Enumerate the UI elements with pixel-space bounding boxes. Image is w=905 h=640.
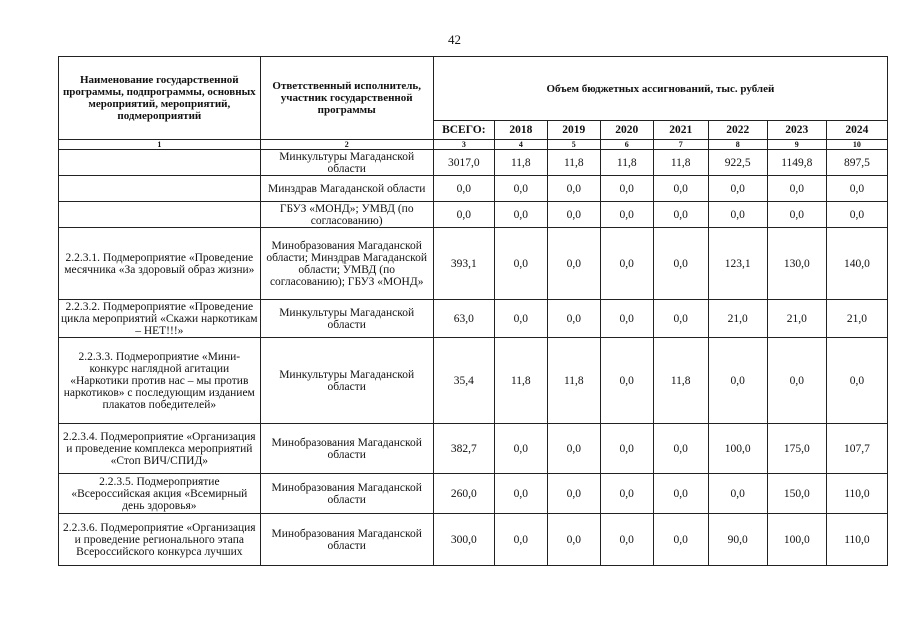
row-executor: Минобразования Магаданской области: [260, 474, 433, 514]
row-executor: Минобразования Магаданской области: [260, 424, 433, 474]
cell-value: 21,0: [708, 300, 767, 338]
header-row-top: [59, 57, 888, 121]
cell-value: 0,0: [600, 202, 653, 228]
cell-value: 100,0: [767, 514, 826, 566]
row-name: [59, 202, 261, 228]
cell-total: 35,4: [433, 338, 494, 424]
cell-total: 260,0: [433, 474, 494, 514]
cell-value: 0,0: [600, 300, 653, 338]
header-year: 2024: [826, 121, 887, 140]
row-executor: Минкультуры Магаданской области: [260, 300, 433, 338]
column-number: 9: [767, 140, 826, 150]
cell-value: 0,0: [600, 514, 653, 566]
column-number: 4: [494, 140, 547, 150]
row-name: [59, 176, 261, 202]
cell-value: 0,0: [547, 474, 600, 514]
table-row: [59, 150, 888, 176]
cell-value: 0,0: [494, 228, 547, 300]
cell-value: 922,5: [708, 150, 767, 176]
cell-value: 123,1: [708, 228, 767, 300]
cell-value: 0,0: [547, 176, 600, 202]
cell-total: 0,0: [433, 176, 494, 202]
header-year: 2023: [767, 121, 826, 140]
cell-value: 100,0: [708, 424, 767, 474]
cell-value: 0,0: [600, 474, 653, 514]
table-row: [59, 202, 888, 228]
cell-value: 0,0: [494, 514, 547, 566]
column-number: 2: [260, 140, 433, 150]
cell-value: 0,0: [600, 176, 653, 202]
cell-value: 107,7: [826, 424, 887, 474]
cell-value: 0,0: [708, 202, 767, 228]
column-number: 8: [708, 140, 767, 150]
cell-value: 0,0: [708, 338, 767, 424]
cell-total: 382,7: [433, 424, 494, 474]
header-year: 2020: [600, 121, 653, 140]
cell-value: 11,8: [600, 150, 653, 176]
header-year: 2018: [494, 121, 547, 140]
cell-value: 130,0: [767, 228, 826, 300]
row-name: 2.2.3.6. Подмероприятие «Организация и проведение регионального этапа Всероссийского конкурса лучших: [59, 514, 261, 566]
row-name: 2.2.3.1. Подмероприятие «Проведение месячника «За здоровый образ жизни»: [59, 228, 261, 300]
row-name: 2.2.3.2. Подмероприятие «Проведение цикла мероприятий «Скажи наркотикам – НЕТ!!!»: [59, 300, 261, 338]
cell-value: 0,0: [653, 474, 708, 514]
column-number: 6: [600, 140, 653, 150]
cell-total: 0,0: [433, 202, 494, 228]
row-executor: Минздрав Магаданской области: [260, 176, 433, 202]
cell-value: 0,0: [826, 202, 887, 228]
cell-value: 0,0: [767, 176, 826, 202]
cell-value: 0,0: [547, 424, 600, 474]
cell-value: 150,0: [767, 474, 826, 514]
cell-value: 175,0: [767, 424, 826, 474]
cell-value: 0,0: [708, 176, 767, 202]
cell-value: 11,8: [547, 150, 600, 176]
cell-value: 0,0: [708, 474, 767, 514]
table-row: [59, 338, 888, 424]
row-name: 2.2.3.5. Подмероприятие «Всероссийская акция «Всемирный день здоровья»: [59, 474, 261, 514]
cell-value: 0,0: [600, 338, 653, 424]
row-name: [59, 150, 261, 176]
budget-table: [58, 56, 888, 566]
cell-value: 0,0: [547, 514, 600, 566]
cell-value: 21,0: [826, 300, 887, 338]
cell-value: 21,0: [767, 300, 826, 338]
cell-value: 0,0: [767, 202, 826, 228]
cell-value: 0,0: [826, 176, 887, 202]
cell-total: 393,1: [433, 228, 494, 300]
cell-value: 90,0: [708, 514, 767, 566]
cell-value: 0,0: [767, 338, 826, 424]
cell-value: 11,8: [653, 150, 708, 176]
table-row: [59, 474, 888, 514]
cell-value: 140,0: [826, 228, 887, 300]
cell-value: 0,0: [494, 202, 547, 228]
header-budget: Объем бюджетных ассигнований, тыс. рублей: [433, 57, 887, 121]
table-row: [59, 424, 888, 474]
header-executor: Ответственный исполнитель, участник государственной программы: [260, 57, 433, 140]
cell-total: 63,0: [433, 300, 494, 338]
header-year: 2021: [653, 121, 708, 140]
cell-value: 11,8: [494, 150, 547, 176]
cell-value: 11,8: [547, 338, 600, 424]
row-name: 2.2.3.3. Подмероприятие «Мини-конкурс наглядной агитации «Наркотики против нас – мы против наркотиков» с последующим изданием плакатов победителей»: [59, 338, 261, 424]
cell-value: 897,5: [826, 150, 887, 176]
cell-value: 0,0: [547, 300, 600, 338]
cell-value: 11,8: [494, 338, 547, 424]
column-number: 10: [826, 140, 887, 150]
cell-value: 0,0: [653, 176, 708, 202]
header-year: 2022: [708, 121, 767, 140]
cell-value: 0,0: [653, 424, 708, 474]
cell-value: 0,0: [600, 424, 653, 474]
cell-value: 0,0: [653, 228, 708, 300]
table-row: [59, 300, 888, 338]
row-executor: ГБУЗ «МОНД»; УМВД (по согласованию): [260, 202, 433, 228]
header-total: ВСЕГО:: [433, 121, 494, 140]
table-row: [59, 228, 888, 300]
cell-value: 0,0: [494, 474, 547, 514]
cell-value: 0,0: [547, 202, 600, 228]
cell-value: 0,0: [600, 228, 653, 300]
cell-value: 0,0: [494, 424, 547, 474]
row-executor: Минобразования Магаданской области: [260, 514, 433, 566]
cell-value: 0,0: [653, 202, 708, 228]
cell-total: 3017,0: [433, 150, 494, 176]
row-name: 2.2.3.4. Подмероприятие «Организация и проведение комплекса мероприятий «Стоп ВИЧ/СПИД»: [59, 424, 261, 474]
table-row: [59, 176, 888, 202]
cell-value: 0,0: [653, 300, 708, 338]
cell-value: 0,0: [653, 514, 708, 566]
cell-value: 0,0: [547, 228, 600, 300]
row-executor: Минобразования Магаданской области; Минздрав Магаданской области; УМВД (по согласованию); ГБУЗ «МОНД»: [260, 228, 433, 300]
cell-value: 11,8: [653, 338, 708, 424]
row-executor: Минкультуры Магаданской области: [260, 150, 433, 176]
cell-value: 110,0: [826, 514, 887, 566]
cell-value: 0,0: [826, 338, 887, 424]
cell-value: 0,0: [494, 300, 547, 338]
column-number: 5: [547, 140, 600, 150]
column-number: 1: [59, 140, 261, 150]
header-year: 2019: [547, 121, 600, 140]
table-row: [59, 514, 888, 566]
header-name: Наименование государственной программы, подпрограммы, основных мероприятий, мероприятий, подмероприятий: [59, 57, 261, 140]
column-number: 7: [653, 140, 708, 150]
page-number: 42: [448, 32, 461, 47]
cell-value: 0,0: [494, 176, 547, 202]
column-number: 3: [433, 140, 494, 150]
cell-total: 300,0: [433, 514, 494, 566]
column-number-row: [59, 140, 888, 150]
cell-value: 110,0: [826, 474, 887, 514]
cell-value: 1149,8: [767, 150, 826, 176]
row-executor: Минкультуры Магаданской области: [260, 338, 433, 424]
